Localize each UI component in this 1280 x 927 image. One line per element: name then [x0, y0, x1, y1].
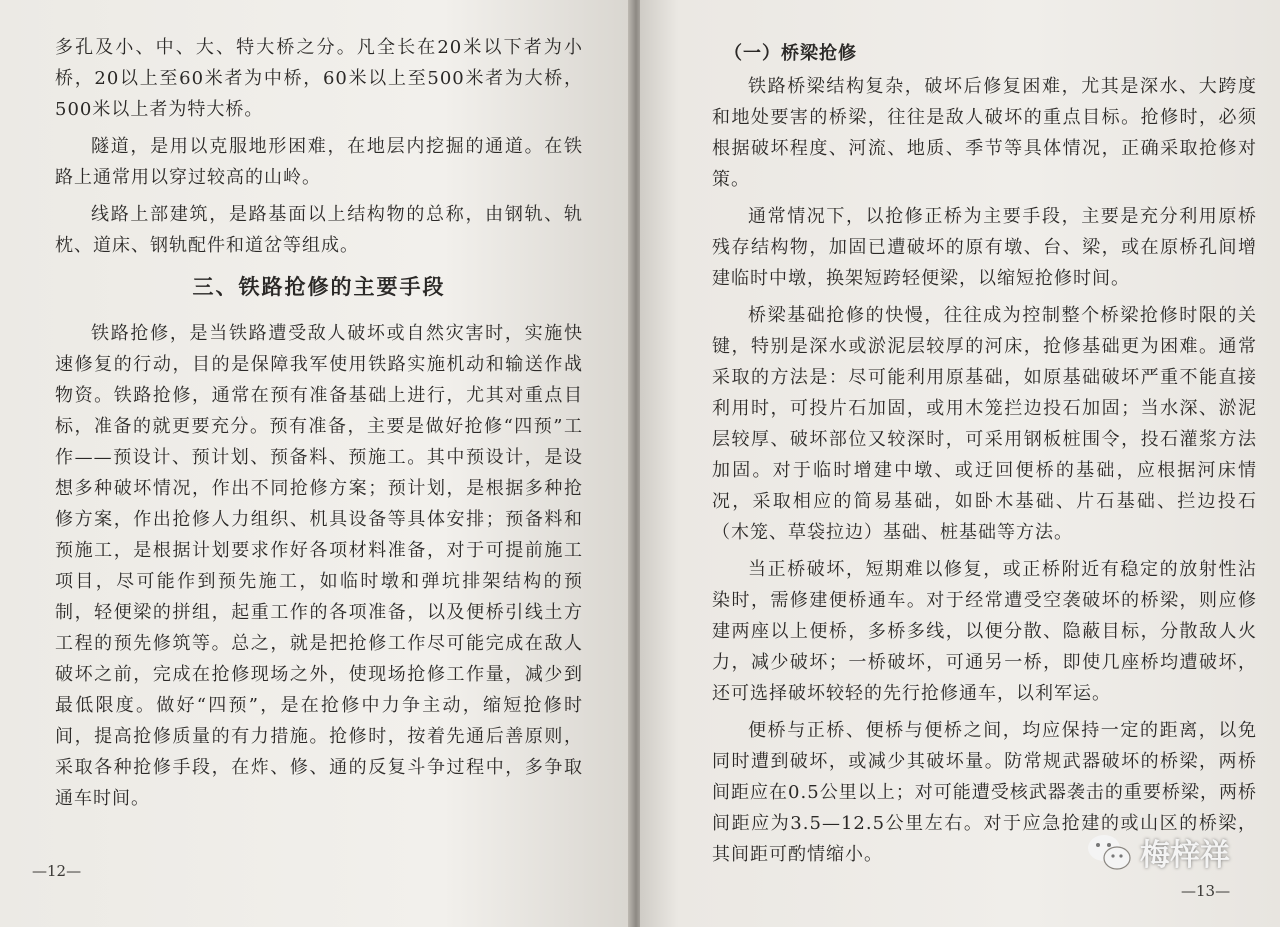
right-page: [640, 0, 1280, 927]
paragraph: 铁路抢修，是当铁路遭受敌人破坏或自然灾害时，实施快速修复的行动，目的是保障我军使用铁路实施机动和输送作战物资。铁路抢修，通常在预有准备基础上进行，尤其对重点目标，准备的就更要充分。预有准备，主要是做好抢修“四预”工作——预设计、预计划、预备料、预施工。其中预设计，是设想多种破坏情况，作出不同抢修方案；预计划，是根据多种抢修方案，作出抢修人力组织、机具设备等具体安排；预备料和预施工，是根据计划要求作好各项材料准备，对于可提前施工项目，尽可能作到预先施工，如临时墩和弹坑排架结构的预制，轻便梁的拼组，起重工作的各项准备，以及便桥引线土方工程的预先修筑等。总之，就是把抢修工作尽可能完成在敌人破坏之前，完成在抢修现场之外，使现场抢修工作量，减少到最低限度。做好“四预”，是在抢修中力争主动，缩短抢修时间，提高抢修质量的有力措施。抢修时，按着先通后善原则，采取各种抢修手段，在炸、修、通的反复斗争过程中，多争取通车时间。: [55, 323, 583, 809]
paragraph: 铁路桥梁结构复杂，破坏后修复困难，尤其是深水、大跨度和地处要害的桥梁，往往是敌人破坏的重点目标。抢修时，必须根据破坏程度、河流、地质、季节等具体情况，正确采取抢修对策。: [712, 76, 1257, 190]
left-page-text: [55, 32, 583, 820]
paragraph: 桥梁基础抢修的快慢，往往成为控制整个桥梁抢修时限的关键，特别是深水或淤泥层较厚的河床，抢修基础更为困难。通常采取的方法是：尽可能利用原基础，如原基础破坏严重不能直接利用时，可投片石加固，或用木笼拦边投石加固；当水深、淤泥层较厚、破坏部位又较深时，可采用钢板桩围令，投石灌浆方法加固。对于临时增建中墩、或迂回便桥的基础，应根据河床情况，采取相应的简易基础，如卧木基础、片石基础、拦边投石（木笼、草袋拉边）基础、桩基础等方法。: [712, 305, 1257, 543]
paragraph: 隧道，是用以克服地形困难，在地层内挖掘的通道。在铁路上通常用以穿过较高的山岭。: [55, 136, 583, 188]
page-number: —13—: [1181, 882, 1231, 900]
page-number: —12—: [32, 862, 82, 880]
watermark: [1086, 830, 1230, 874]
section-title: 三、铁路抢修的主要手段: [192, 274, 446, 299]
left-page: [0, 0, 632, 927]
paragraph: 线路上部建筑，是路基面以上结构物的总称，由钢轨、轨枕、道床、钢轨配件和道岔等组成。: [55, 204, 583, 256]
right-page-text: [712, 38, 1257, 876]
subsection-title: （一）桥梁抢修: [724, 43, 857, 64]
watermark-text: 梅梓祥: [1140, 838, 1230, 873]
paragraph: 通常情况下，以抢修正桥为主要手段，主要是充分利用原桥残存结构物，加固已遭破坏的原有墩、台、梁，或在原桥孔间增建临时中墩，换架短跨轻便梁，以缩短抢修时间。: [712, 206, 1257, 289]
paragraph: 当正桥破坏，短期难以修复，或正桥附近有稳定的放射性沾染时，需修建便桥通车。对于经常遭受空袭破坏的桥梁，则应修建两座以上便桥，多桥多线，以便分散、隐蔽目标，分散敌人火力，减少破坏；一桥破坏，可通另一桥，即使几座桥均遭破坏，还可选择破坏较轻的先行抢修通车，以利军运。: [712, 559, 1257, 704]
paragraph: 多孔及小、中、大、特大桥之分。凡全长在20米以下者为小桥，20以上至60米者为中桥，60米以上至500米者为大桥，500米以上者为特大桥。: [55, 37, 583, 120]
paragraph: 便桥与正桥、便桥与便桥之间，均应保持一定的距离，以免同时遭到破坏，或减少其破坏量。防常规武器破坏的桥梁，两桥间距应在0.5公里以上；对可能遭受核武器袭击的重要桥梁，两桥间距应为3.5—12.5公里左右。对于应急抢建的或山区的桥梁，其间距可酌情缩小。: [712, 720, 1257, 865]
wechat-icon: [1086, 832, 1132, 872]
